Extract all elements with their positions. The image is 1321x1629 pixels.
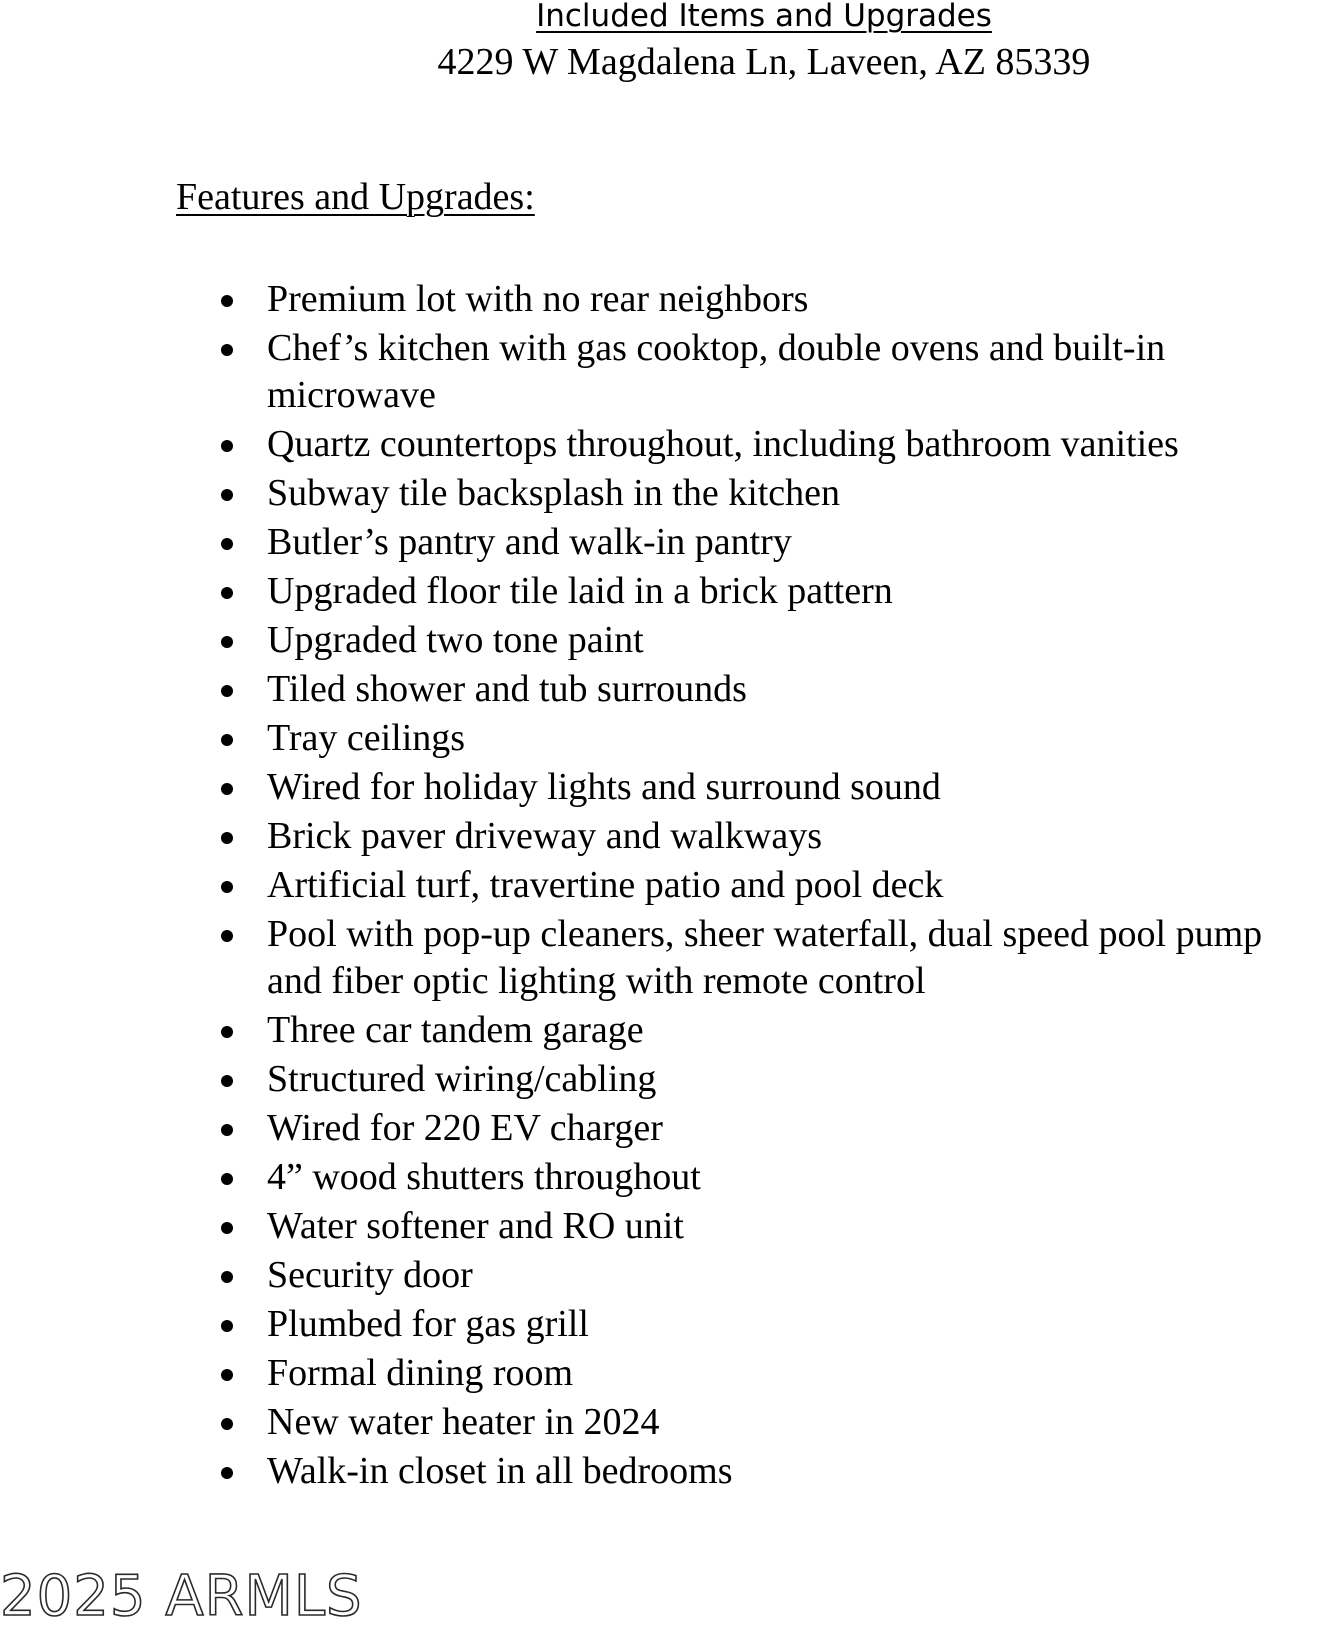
feature-item <box>0 1056 1321 1105</box>
feature-text: Upgraded two tone paint <box>267 619 644 661</box>
bullet-icon <box>221 489 233 501</box>
feature-text: 4” wood shutters throughout <box>267 1156 701 1198</box>
feature-text: Walk-in closet in all bedrooms <box>267 1450 733 1492</box>
feature-text: Three car tandem garage <box>267 1009 644 1051</box>
feature-text: Premium lot with no rear neighbors <box>267 278 809 320</box>
feature-text: Wired for 220 EV charger <box>267 1107 663 1149</box>
feature-item <box>0 666 1321 715</box>
feature-text: Pool with pop-up cleaners, sheer waterfall, dual speed pool pump and fiber optic lighting with remote control <box>267 913 1263 1002</box>
feature-item <box>0 325 1321 421</box>
bullet-icon <box>221 685 233 697</box>
feature-text: Chef’s kitchen with gas cooktop, double ovens and built-in microwave <box>267 327 1166 416</box>
bullet-icon <box>221 1124 233 1136</box>
document-title: Included Items and Upgrades <box>536 0 992 34</box>
bullet-icon <box>221 1271 233 1283</box>
bullet-icon <box>221 734 233 746</box>
feature-item <box>0 519 1321 568</box>
feature-item <box>0 715 1321 764</box>
feature-text: Wired for holiday lights and surround sound <box>267 766 941 808</box>
feature-list <box>0 276 1321 1497</box>
feature-item <box>0 617 1321 666</box>
feature-text: Artificial turf, travertine patio and pool deck <box>267 864 944 906</box>
feature-item <box>0 1007 1321 1056</box>
feature-item <box>0 1399 1321 1448</box>
bullet-icon <box>221 295 233 307</box>
feature-text: Tiled shower and tub surrounds <box>267 668 747 710</box>
feature-text: Subway tile backsplash in the kitchen <box>267 472 841 514</box>
property-address: 4229 W Magdalena Ln, Laveen, AZ 85339 <box>437 41 1091 83</box>
feature-item <box>0 568 1321 617</box>
bullet-icon <box>221 930 233 942</box>
bullet-icon <box>221 1369 233 1381</box>
feature-item <box>0 421 1321 470</box>
feature-text: Security door <box>267 1254 473 1296</box>
feature-item <box>0 764 1321 813</box>
feature-text: New water heater in 2024 <box>267 1401 660 1443</box>
feature-text: Water softener and RO unit <box>267 1205 684 1247</box>
bullet-icon <box>221 344 233 356</box>
bullet-icon <box>221 587 233 599</box>
feature-item <box>0 1350 1321 1399</box>
feature-text: Upgraded floor tile laid in a brick pattern <box>267 570 893 612</box>
bullet-icon <box>221 1075 233 1087</box>
bullet-icon <box>221 538 233 550</box>
feature-item <box>0 862 1321 911</box>
bullet-icon <box>221 440 233 452</box>
feature-text: Quartz countertops throughout, including bathroom vanities <box>267 423 1179 465</box>
bullet-icon <box>221 1418 233 1430</box>
bullet-icon <box>221 1467 233 1479</box>
feature-item <box>0 470 1321 519</box>
bullet-icon <box>221 783 233 795</box>
feature-item <box>0 911 1321 1007</box>
feature-item <box>0 276 1321 325</box>
feature-item <box>0 1154 1321 1203</box>
bullet-icon <box>221 1222 233 1234</box>
bullet-icon <box>221 832 233 844</box>
bullet-icon <box>221 636 233 648</box>
bullet-icon <box>221 1173 233 1185</box>
feature-text: Plumbed for gas grill <box>267 1303 589 1345</box>
bullet-icon <box>221 1320 233 1332</box>
feature-item <box>0 813 1321 862</box>
feature-text: Tray ceilings <box>267 717 466 759</box>
feature-item <box>0 1252 1321 1301</box>
feature-item <box>0 1448 1321 1497</box>
feature-text: Formal dining room <box>267 1352 574 1394</box>
feature-text: Brick paver driveway and walkways <box>267 815 823 857</box>
feature-item <box>0 1301 1321 1350</box>
feature-item <box>0 1203 1321 1252</box>
feature-text: Structured wiring/cabling <box>267 1058 657 1100</box>
feature-text: Butler’s pantry and walk-in pantry <box>267 521 792 563</box>
feature-item <box>0 1105 1321 1154</box>
watermark: 2025 ARMLS <box>0 1564 363 1629</box>
bullet-icon <box>221 1026 233 1038</box>
bullet-icon <box>221 881 233 893</box>
section-heading: Features and Upgrades: <box>176 176 535 218</box>
